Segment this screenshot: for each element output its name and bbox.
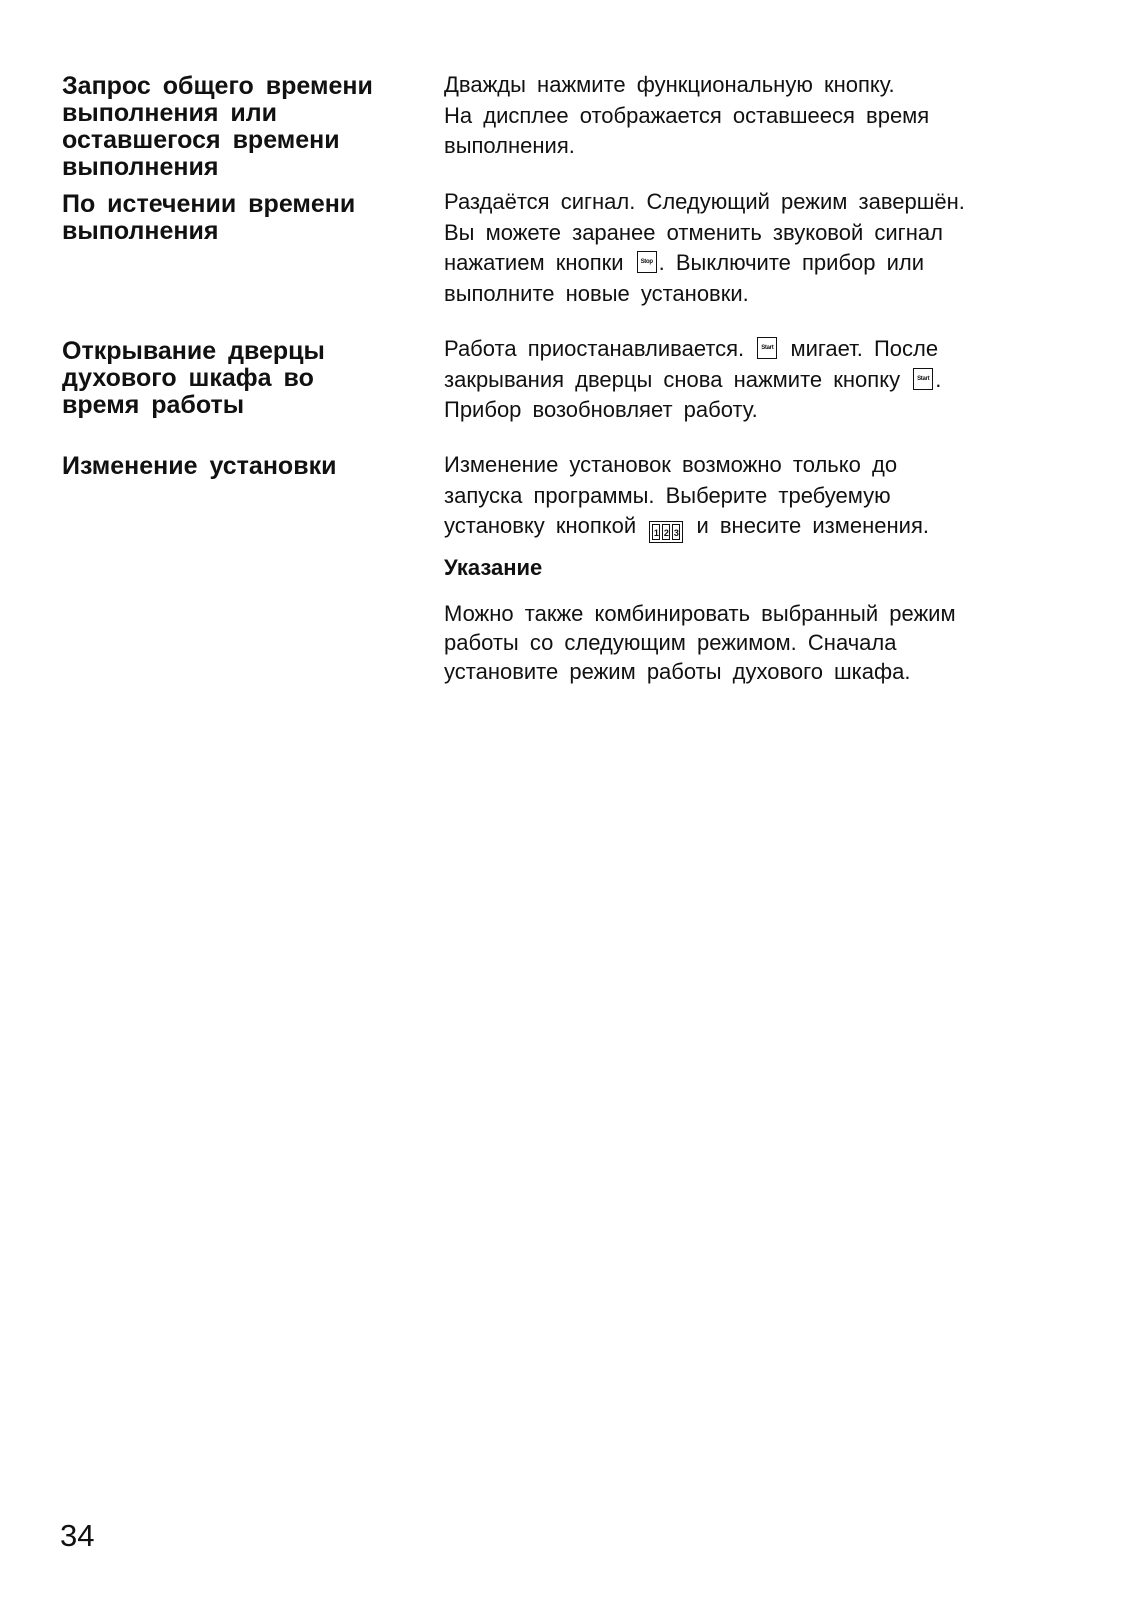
- body-text-fragment: закрывания дверцы снова нажмите кнопку: [444, 366, 901, 392]
- body-line: [444, 511, 1064, 543]
- heading-line: Запрос общего времени: [62, 72, 373, 100]
- heading-line: выполнения или: [62, 99, 277, 127]
- body-line: На дисплее отображается оставшееся время: [444, 102, 930, 128]
- body-text-fragment: Работа приостанавливается.: [444, 336, 745, 361]
- section-heading: [62, 453, 422, 480]
- heading-line: выполнения: [62, 217, 219, 245]
- selector-123-key-icon: [649, 521, 683, 543]
- section-body: [444, 187, 1064, 309]
- stop-key-icon: Stop: [637, 251, 657, 273]
- heading-line: Открывание дверцы: [62, 337, 325, 365]
- body-line: [444, 248, 1064, 279]
- section-heading: [62, 338, 422, 419]
- note-line: Можно также комбинировать выбранный режим: [444, 601, 956, 626]
- selector-digit: 2: [662, 524, 670, 540]
- selector-digit: 1: [652, 524, 660, 540]
- note-line: установите режим работы духового шкафа.: [444, 659, 911, 684]
- body-line: Вы можете заранее отменить звуковой сигнал: [444, 219, 943, 245]
- body-text-fragment: мигает. После: [790, 336, 939, 361]
- body-line: Дважды нажмите функциональную кнопку.: [444, 72, 895, 97]
- body-line: Раздаётся сигнал. Следующий режим завершён.: [444, 189, 965, 214]
- section-body: [444, 450, 1064, 543]
- body-text-fragment: установку кнопкой: [444, 513, 637, 538]
- start-key-icon: Start: [913, 368, 933, 390]
- body-line: [444, 334, 1064, 365]
- heading-line: По истечении времени: [62, 190, 356, 218]
- body-line: выполнения.: [444, 133, 575, 158]
- heading-line: духового шкафа во: [62, 364, 314, 392]
- body-line: [444, 365, 1064, 396]
- start-key-icon: Start: [757, 337, 777, 359]
- heading-line: оставшегося времени: [62, 126, 340, 154]
- page-number: 34: [60, 1518, 95, 1553]
- selector-digit: 3: [672, 524, 680, 540]
- heading-line: Изменение установки: [62, 452, 337, 480]
- body-line: Прибор возобновляет работу.: [444, 397, 758, 422]
- body-text-fragment: нажатием кнопки: [444, 250, 624, 275]
- heading-line: выполнения: [62, 153, 219, 181]
- body-text-fragment: .: [935, 366, 942, 392]
- body-line: выполните новые установки.: [444, 280, 749, 306]
- section-body: [444, 334, 1064, 426]
- section-body: [444, 70, 1064, 162]
- note-title: Указание: [444, 555, 543, 580]
- note-block: [444, 553, 1064, 583]
- section-heading: [62, 73, 422, 181]
- note-line: работы со следующим режимом. Сначала: [444, 630, 897, 655]
- heading-line: время работы: [62, 391, 245, 419]
- body-text-fragment: . Выключите прибор или: [658, 250, 925, 275]
- body-text-fragment: и внесите изменения.: [696, 513, 929, 538]
- body-line: Изменение установок возможно только до: [444, 452, 898, 477]
- section-heading: [62, 191, 422, 245]
- note-body: [444, 599, 1064, 686]
- body-line: запуска программы. Выберите требуемую: [444, 482, 891, 508]
